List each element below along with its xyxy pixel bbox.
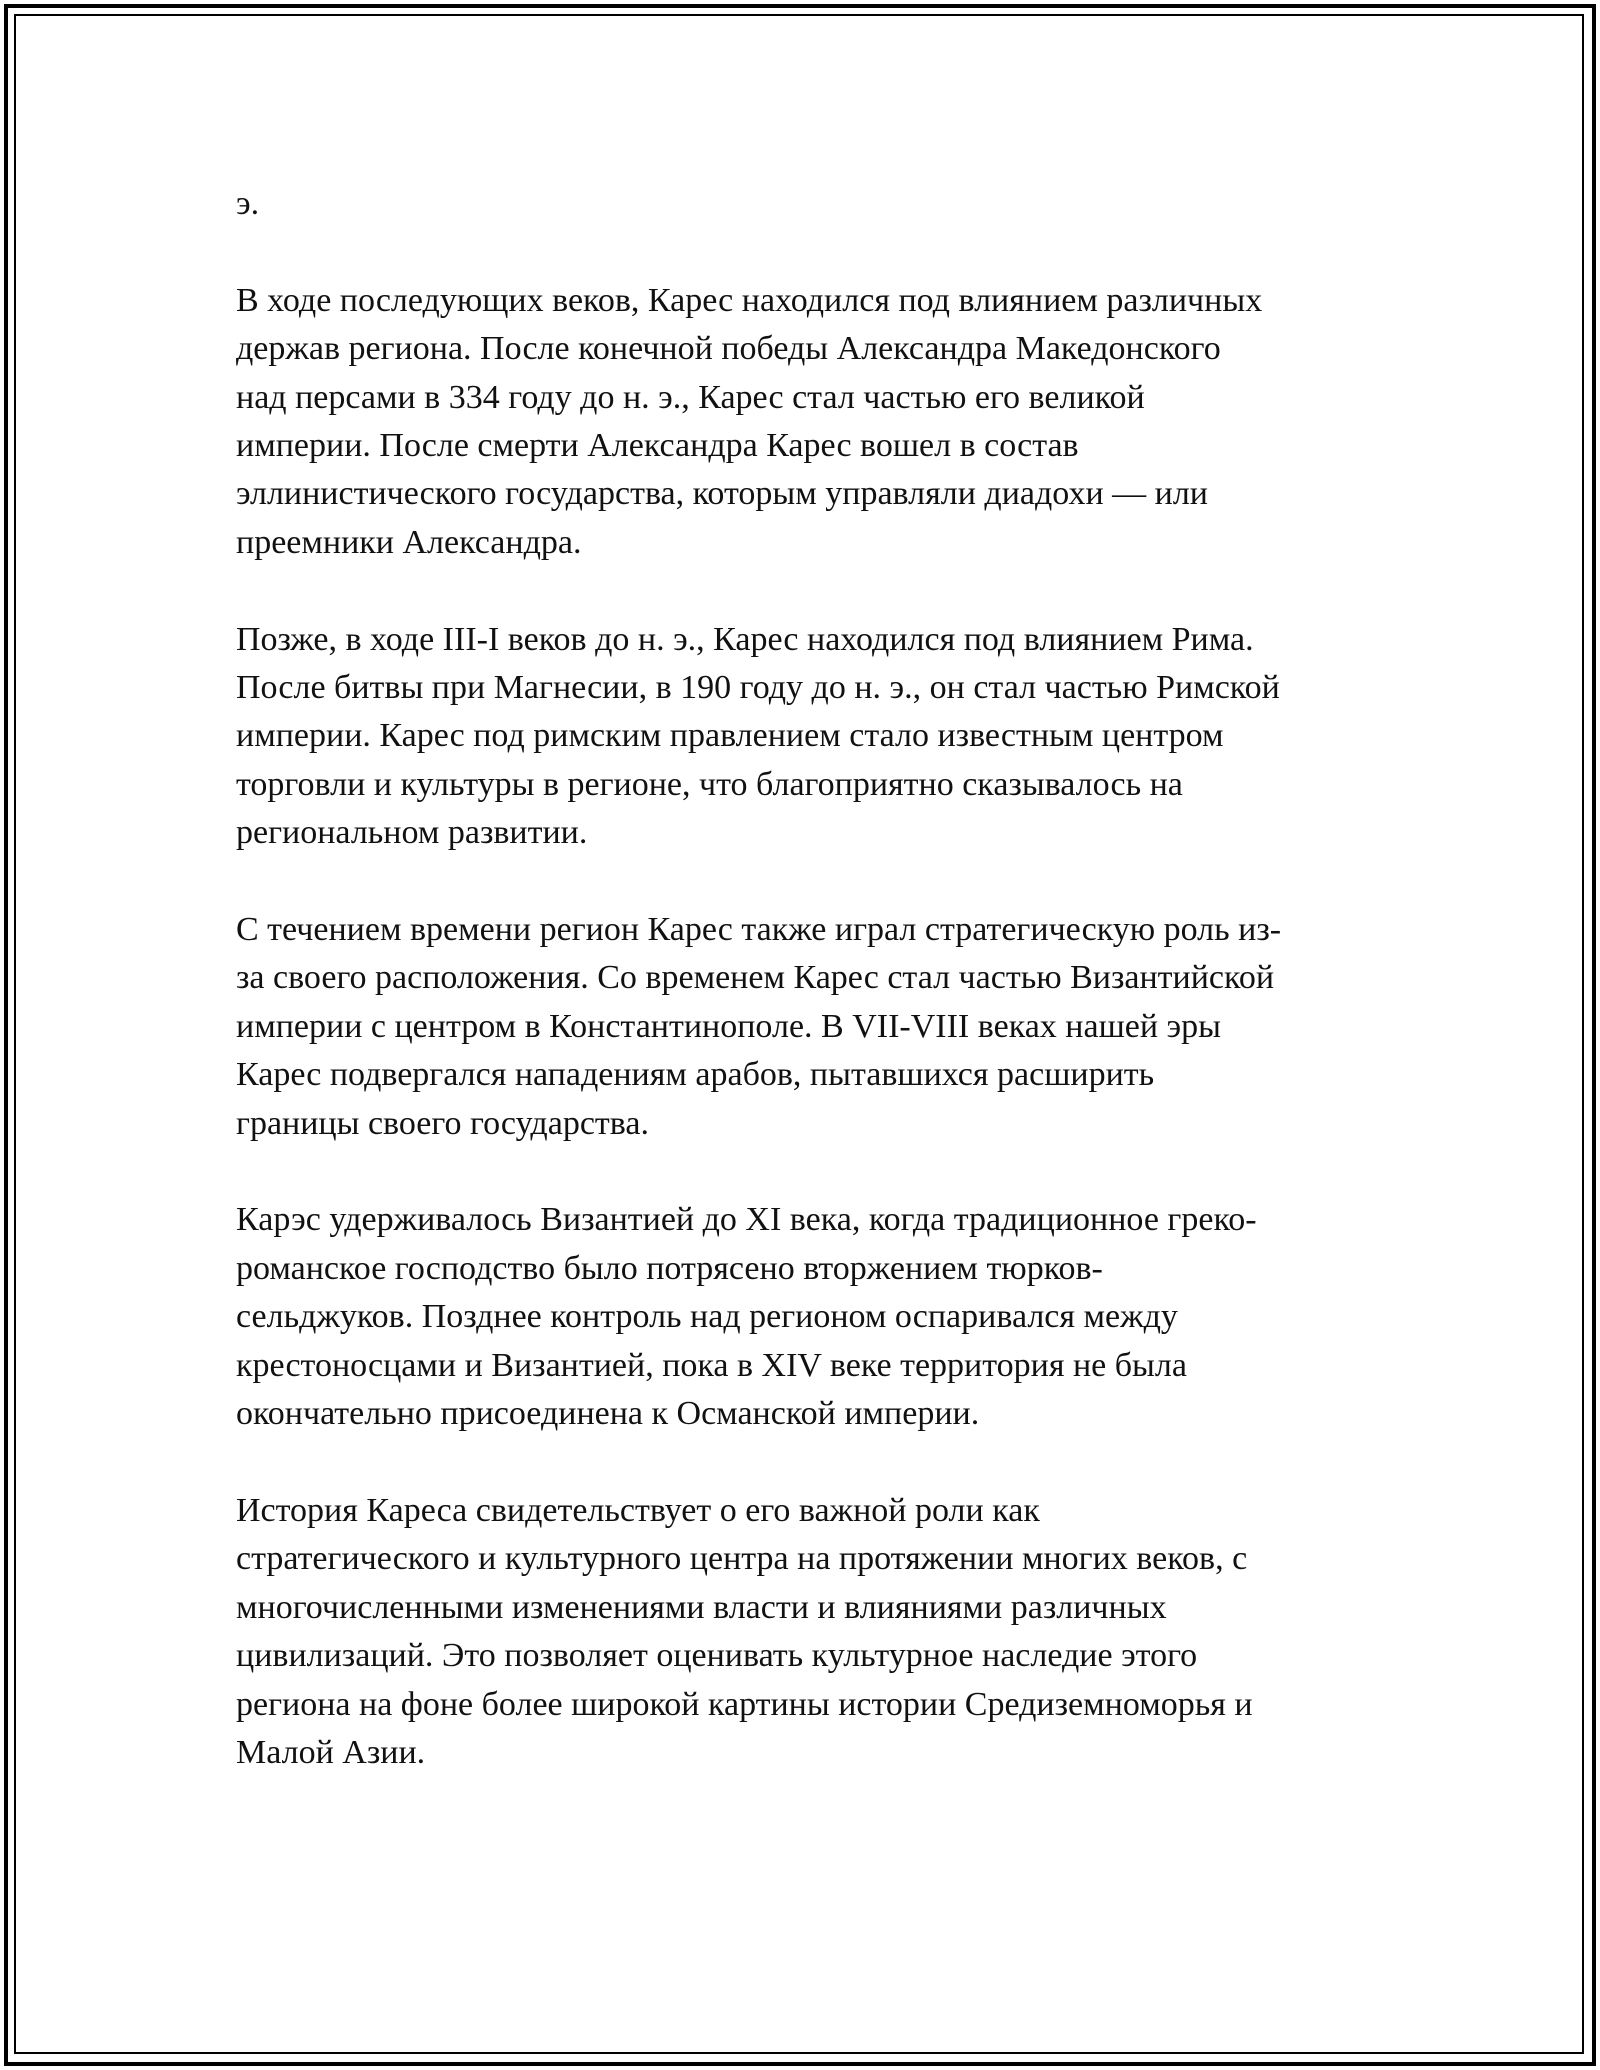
paragraph-fragment-end: э. bbox=[236, 185, 260, 222]
paragraph-byzantine-period: С течением времени регион Карес также играл стратегическую роль из- за своего расположения. Со временем Карес стал частью Византийской империи с центром в Константинополе. В VII-VIII веках нашей эры Карес подвергался нападениям арабов, пытавшихся расширить границы своего государства. bbox=[236, 911, 1282, 1142]
document-body bbox=[236, 180, 1376, 1826]
paragraph-seljuk-ottoman-period: Карэс удерживалось Византией до XI века, когда традиционное греко- романское господство было потрясено вторжением тюрков- сельджуков. Позднее контроль над регионом оспаривался между крестоносцами и Византией, пока в XIV веке территория не была окончательно присоединена к Османской империи. bbox=[236, 1201, 1257, 1433]
paragraph-roman-period: Позже, в ходе III-I веков до н. э., Карес находился под влиянием Рима. После битвы при Магнесии, в 190 году до н. э., он стал частью Римской империи. Карес под римским правлением стало известным центром торговли и культуры в регионе, что благоприятно сказывалось на региональном развитии. bbox=[236, 620, 1280, 852]
paragraph-conclusion: История Кареса свидетельствует о его важной роли как стратегического и культурного центра на протяжении многих веков, с многочисленными изменениями власти и влияниями различных цивилизаций. Это позволяет оценивать культурное наследие этого региона на фоне более широкой картины истории Средиземноморья и Малой Азии. bbox=[236, 1491, 1253, 1771]
paragraph-hellenistic-period: В ходе последующих веков, Карес находился под влиянием различных держав региона. После конечной победы Александра Македонского над персами в 334 году до н. э., Карес стал частью его великой империи. После смерти Александра Карес вошел в состав эллинистического государства, которым управляли диадохи — или преемники Александра. bbox=[236, 281, 1263, 561]
